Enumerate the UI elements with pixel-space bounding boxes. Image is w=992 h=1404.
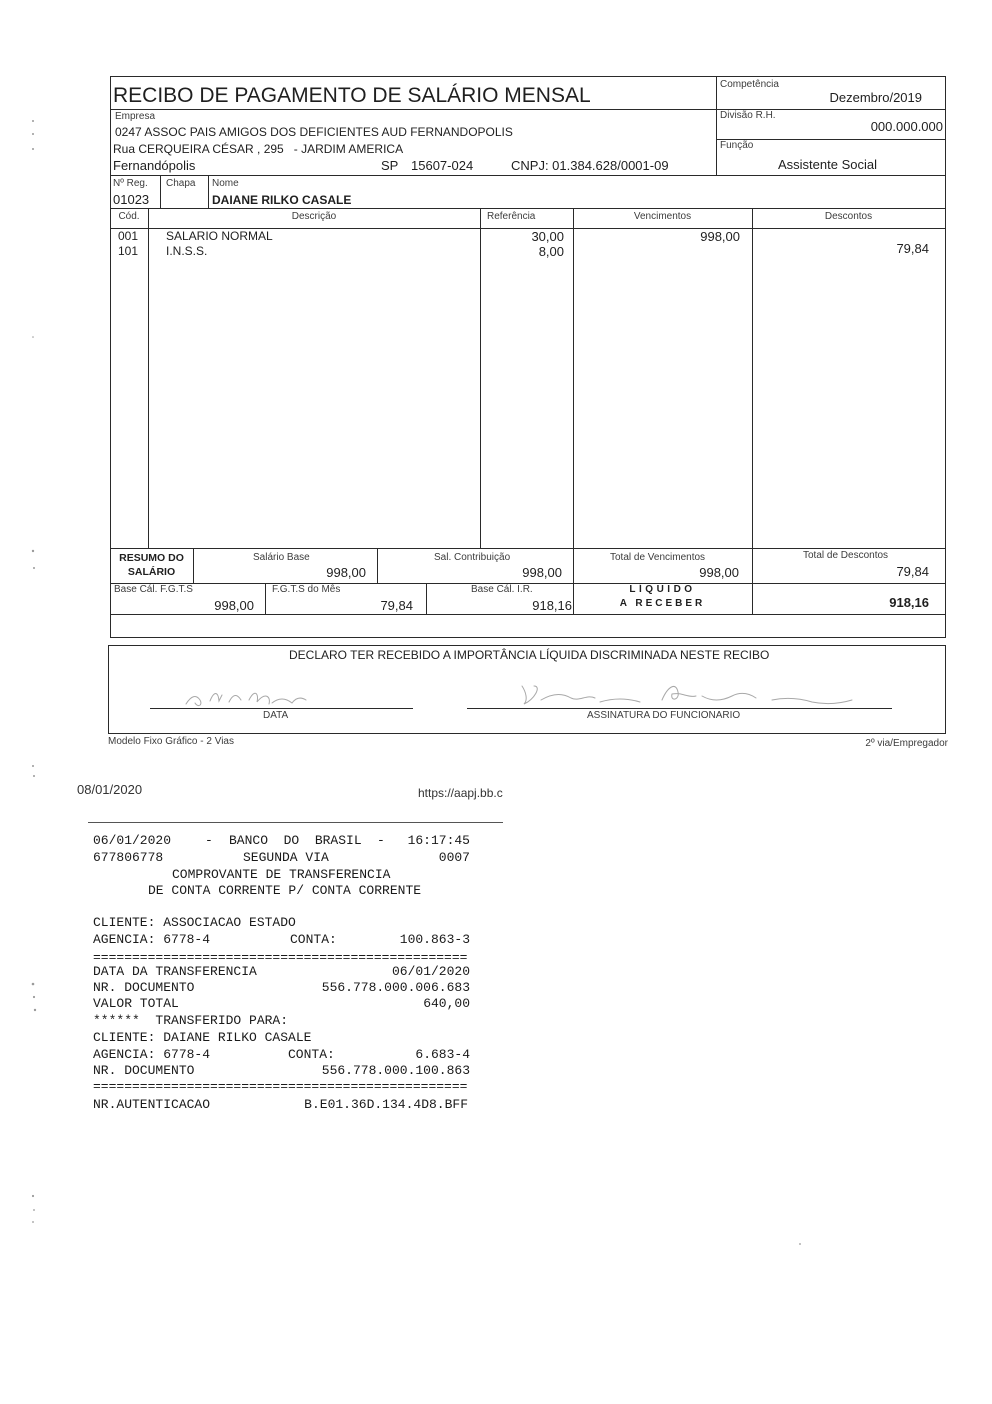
funcao-label: Função bbox=[720, 140, 754, 151]
item-descontos: 79,84 bbox=[896, 241, 929, 256]
sal-contribuicao-label: Sal. Contribuição bbox=[434, 552, 511, 563]
origin-account: 100.863-3 bbox=[399, 932, 470, 947]
receipt-separator-dash: - bbox=[377, 833, 385, 848]
liquido-label-line2: A RECEBER bbox=[619, 598, 706, 609]
total-vencimentos-value: 998,00 bbox=[699, 565, 739, 580]
fgts-mes-value: 79,84 bbox=[380, 598, 413, 613]
zip-value: 15607-024 bbox=[411, 158, 474, 173]
destination-account: 6.683-4 bbox=[415, 1047, 470, 1062]
copy-note: 2º via/Empregador bbox=[865, 738, 948, 749]
origin-client: CLIENTE: ASSOCIACAO ESTADO bbox=[93, 915, 296, 930]
date-handwriting bbox=[186, 693, 306, 705]
base-ir-label: Base Cál. I.R. bbox=[471, 584, 533, 595]
divisao-value: 000.000.000 bbox=[870, 119, 943, 134]
total-value: 640,00 bbox=[423, 996, 470, 1011]
city-value: Fernandópolis bbox=[113, 158, 196, 173]
document-number: 556.778.000.006.683 bbox=[321, 980, 470, 995]
destination-client: CLIENTE: DAIANE RILKO CASALE bbox=[93, 1030, 312, 1045]
item-referencia: 30,00 bbox=[531, 229, 564, 244]
base-ir-value: 918,16 bbox=[532, 598, 572, 613]
form-model-note: Modelo Fixo Gráfico - 2 Vias bbox=[108, 736, 234, 747]
origin-account-label: CONTA: bbox=[290, 932, 337, 947]
funcao-value: Assistente Social bbox=[778, 157, 877, 172]
liquido-label-line1: LÍQUIDO bbox=[629, 584, 696, 595]
fgts-mes-label: F.G.T.S do Mês bbox=[272, 584, 341, 595]
item-descricao: SALARIO NORMAL bbox=[166, 229, 273, 243]
competencia-value: Dezembro/2019 bbox=[829, 90, 922, 105]
competencia-label: Competência bbox=[720, 79, 779, 90]
col-header-descricao: Descrição bbox=[291, 211, 337, 222]
destination-account-label: CONTA: bbox=[288, 1047, 335, 1062]
empresa-label: Empresa bbox=[115, 111, 156, 122]
reg-value: 01023 bbox=[113, 192, 150, 207]
col-header-cod: Cód. bbox=[118, 211, 140, 222]
print-date: 08/01/2020 bbox=[77, 782, 143, 797]
destination-document-label: NR. DOCUMENTO bbox=[93, 1063, 195, 1078]
total-descontos-value: 79,84 bbox=[896, 564, 929, 579]
transferred-to-heading: ****** TRANSFERIDO PARA: bbox=[93, 1013, 289, 1028]
salario-base-value: 998,00 bbox=[326, 565, 366, 580]
resumo-title-line1: RESUMO DO bbox=[119, 552, 184, 564]
destination-document: 556.778.000.100.863 bbox=[321, 1063, 470, 1078]
receipt-title-line1: COMPROVANTE DE TRANSFERENCIA bbox=[172, 867, 391, 882]
employee-signature bbox=[522, 686, 852, 704]
receipt-title-line2: DE CONTA CORRENTE P/ CONTA CORRENTE bbox=[148, 883, 422, 898]
authentication-label: NR.AUTENTICACAO bbox=[93, 1097, 211, 1112]
address-value: Rua CERQUEIRA CÉSAR , 295 - JARDIM AMERICA bbox=[113, 142, 404, 156]
employee-name: DAIANE RILKO CASALE bbox=[212, 193, 352, 207]
document-number-label: NR. DOCUMENTO bbox=[93, 980, 195, 995]
state-value: SP bbox=[381, 158, 399, 173]
total-vencimentos-label: Total de Vencimentos bbox=[610, 552, 706, 563]
item-descricao: I.N.S.S. bbox=[166, 244, 208, 258]
base-fgts-value: 998,00 bbox=[214, 598, 254, 613]
sal-contribuicao-value: 998,00 bbox=[522, 565, 562, 580]
col-header-referencia: Referência bbox=[487, 211, 536, 222]
declaration-text: DECLARO TER RECEBIDO A IMPORTÂNCIA LÍQUIDA DISCRIMINADA NESTE RECIBO bbox=[289, 648, 770, 662]
item-cod: 101 bbox=[118, 244, 139, 258]
transfer-date: 06/01/2020 bbox=[391, 964, 470, 979]
total-value-label: VALOR TOTAL bbox=[93, 996, 179, 1011]
signature-label: ASSINATURA DO FUNCIONARIO bbox=[587, 710, 741, 721]
date-label: DATA bbox=[263, 710, 289, 721]
receipt-sequence: 0007 bbox=[438, 850, 470, 865]
bank-name: BANCO DO BRASIL bbox=[229, 833, 362, 848]
empresa-value: 0247 ASSOC PAIS AMIGOS DOS DEFICIENTES AUD FERNANDOPOLIS bbox=[115, 125, 513, 139]
divisao-label: Divisão R.H. bbox=[720, 110, 776, 121]
chapa-label: Chapa bbox=[166, 178, 196, 189]
col-header-vencimentos: Vencimentos bbox=[633, 211, 692, 222]
print-url: https://aapj.bb.c bbox=[418, 786, 503, 800]
receipt-code: 677806778 bbox=[93, 850, 164, 865]
item-vencimentos: 998,00 bbox=[700, 229, 740, 244]
salario-base-label: Salário Base bbox=[253, 552, 310, 563]
receipt-separator-dash: - bbox=[205, 833, 213, 848]
col-header-descontos: Descontos bbox=[824, 211, 873, 222]
nome-label: Nome bbox=[212, 178, 239, 189]
total-descontos-label: Total de Descontos bbox=[803, 550, 889, 561]
item-cod: 001 bbox=[118, 229, 139, 243]
receipt-time: 16:17:45 bbox=[407, 833, 470, 848]
destination-agency: AGENCIA: 6778-4 bbox=[93, 1047, 211, 1062]
receipt-date: 06/01/2020 bbox=[93, 833, 172, 848]
receipt-copy: SEGUNDA VIA bbox=[243, 850, 329, 865]
separator-line: ================================================ bbox=[93, 950, 468, 965]
reg-label: Nº Reg. bbox=[113, 178, 148, 189]
resumo-title-line2: SALÁRIO bbox=[127, 566, 176, 578]
authentication-code: B.E01.36D.134.4D8.BFF bbox=[304, 1097, 468, 1112]
origin-agency: AGENCIA: 6778-4 bbox=[93, 932, 211, 947]
liquido-value: 918,16 bbox=[889, 595, 929, 610]
item-referencia: 8,00 bbox=[538, 244, 564, 259]
separator-line: ================================================ bbox=[93, 1079, 468, 1094]
receipt-title: RECIBO DE PAGAMENTO DE SALÁRIO MENSAL bbox=[113, 84, 591, 107]
cnpj-value: CNPJ: 01.384.628/0001-09 bbox=[511, 158, 669, 173]
base-fgts-label: Base Cál. F.G.T.S bbox=[114, 584, 193, 595]
transfer-date-label: DATA DA TRANSFERENCIA bbox=[93, 964, 257, 979]
